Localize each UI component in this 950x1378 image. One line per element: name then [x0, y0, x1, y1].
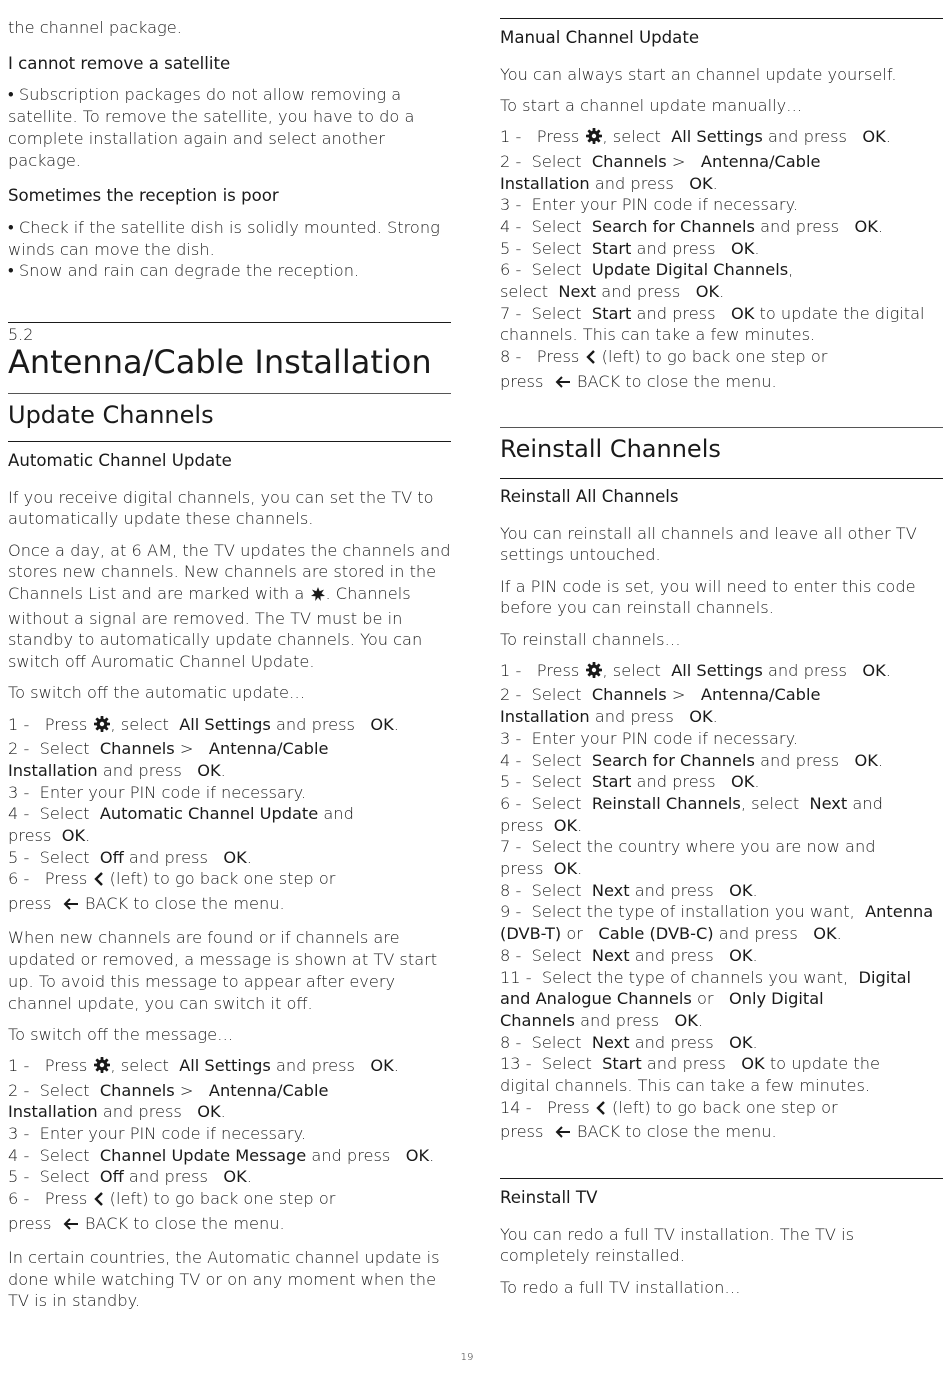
chapter-title: Antenna/Cable Installation — [8, 343, 432, 382]
paragraph — [8, 540, 452, 673]
menu-term: Next — [558, 282, 597, 302]
paragraph: To redo a full TV installation… — [500, 1277, 741, 1297]
text: Select — [531, 750, 582, 770]
text: press — [500, 371, 544, 391]
text: Press — [547, 1097, 590, 1117]
text: select — [751, 793, 800, 813]
text: (left) to go back one step or — [601, 347, 828, 367]
text: select — [120, 714, 169, 734]
key-term: OK — [370, 1055, 394, 1075]
section-title-update-channels: Update Channels — [8, 401, 214, 430]
step-num: 7 - — [500, 837, 522, 857]
back-arrow-icon — [62, 896, 80, 918]
key-term: OK — [729, 1032, 753, 1052]
key-term: OK — [197, 1102, 221, 1122]
text: > — [179, 1080, 194, 1100]
step-cont: press OK. — [500, 859, 583, 879]
step — [8, 868, 452, 893]
key-term: OK — [553, 859, 578, 879]
text: (left) to go back one step or — [109, 869, 336, 889]
step-cont: press OK. — [8, 826, 91, 846]
step-num: 7 - — [500, 303, 522, 323]
text: Press — [44, 1055, 88, 1075]
step — [500, 194, 944, 216]
paragraph: the channel package. — [8, 18, 182, 37]
text: Press — [44, 1189, 88, 1209]
step-cont: Installation and press OK. — [8, 1102, 226, 1122]
step-num: 13 - — [500, 1054, 532, 1074]
gear-icon — [585, 127, 603, 151]
menu-term: Next — [591, 880, 630, 900]
step — [500, 684, 944, 706]
text: and press — [311, 1145, 391, 1165]
menu-term: All Settings — [671, 660, 763, 680]
paragraph: If you receive digital channels, you can set the TV to automatically update these channels. — [8, 487, 434, 529]
step-cont — [500, 371, 944, 396]
text: BACK to close the menu. — [84, 894, 285, 914]
text: BACK to close the menu. — [84, 1213, 285, 1233]
right-column-body — [500, 27, 944, 396]
text: Press — [536, 127, 580, 147]
key-term: OK — [741, 1054, 765, 1074]
text: and press — [767, 127, 847, 147]
step-cont — [8, 1213, 452, 1238]
step-cont: Installation and press OK. — [500, 173, 718, 193]
text: Select — [39, 1080, 90, 1100]
text: . Channels without a signal are removed. The TV must be in standby to automatically update channels. You can switch off Auromatic Channel Update. — [8, 584, 423, 672]
text: and press — [601, 282, 681, 302]
text: and press — [594, 707, 674, 727]
step — [8, 1080, 452, 1102]
menu-term: Antenna — [865, 902, 934, 922]
text: Select — [531, 303, 582, 323]
menu-term: Only Digital — [728, 989, 824, 1009]
menu-term: All Settings — [179, 714, 271, 734]
text: and press — [634, 880, 714, 900]
text: Enter your PIN code if necessary. — [531, 728, 798, 748]
step-cont — [8, 893, 452, 918]
gear-icon — [93, 715, 111, 739]
key-term: OK — [731, 303, 755, 323]
step-num: 4 - — [8, 1145, 30, 1165]
menu-term: Start — [602, 1054, 642, 1074]
step: 5 - Select Start and press OK. — [500, 238, 760, 258]
step-num: 6 - — [500, 793, 522, 813]
key-term: OK — [405, 1145, 430, 1165]
step-num: 9 - — [500, 902, 522, 922]
section-rule — [8, 393, 451, 394]
menu-term: Installation — [500, 707, 590, 727]
text: and press — [275, 1055, 355, 1075]
text: press — [8, 1213, 52, 1233]
step-num: 4 - — [500, 750, 522, 770]
text: or — [566, 924, 583, 944]
menu-term: Next — [591, 945, 630, 965]
text: Select — [531, 1032, 582, 1052]
back-arrow-icon — [554, 374, 572, 396]
menu-term: Automatic Channel Update — [99, 804, 319, 824]
text: Select — [531, 260, 582, 280]
step-num: 8 - — [500, 880, 522, 900]
text: Select — [39, 1145, 90, 1165]
key-term: OK — [854, 750, 878, 770]
menu-term: Start — [591, 238, 632, 258]
step — [8, 738, 452, 760]
menu-term: Update Digital Channels — [591, 260, 789, 280]
text: and press — [102, 1102, 182, 1122]
menu-term: and Analogue Channels — [500, 989, 692, 1009]
menu-term: Installation — [500, 173, 590, 193]
paragraph: When new channels are found or if channels are updated or removed, a message is shown at TV start up. To avoid this message to appear after every channel update, you can switch it off. — [8, 928, 438, 1013]
subsection-rule — [500, 1178, 943, 1179]
step-num: 2 - — [8, 1080, 30, 1100]
text: BACK to close the menu. — [576, 1122, 777, 1142]
step-cont: Channels and press OK. — [500, 1010, 704, 1030]
text: and press — [760, 216, 840, 236]
text: press — [8, 826, 52, 846]
subheading-reinstall-tv: Reinstall TV — [500, 1188, 598, 1207]
step — [500, 836, 944, 858]
step: 4 - Select Search for Channels and press OK. — [500, 750, 884, 770]
text: and press — [636, 303, 716, 323]
text: Select — [39, 847, 90, 867]
text: Select the type of installation you want, — [531, 902, 855, 922]
step-num: 3 - — [500, 728, 522, 748]
key-term: OK — [370, 714, 394, 734]
step-num: 3 - — [500, 195, 522, 215]
key-term: OK — [197, 760, 221, 780]
step-cont: press OK. — [500, 815, 583, 835]
step-num: 5 - — [500, 238, 522, 258]
text: Enter your PIN code if necessary. — [39, 782, 306, 802]
text: Once a day, at 6 AM, the TV updates the channels and stores new channels. New channels are stored in the Channels List and are marked with a — [8, 540, 451, 604]
step — [500, 1053, 944, 1075]
text: Select — [531, 945, 582, 965]
paragraph: You can redo a full TV installation. The TV is completely reinstalled. — [500, 1224, 855, 1266]
key-term: OK — [813, 924, 837, 944]
menu-term: Antenna/Cable — [700, 151, 821, 171]
text: and press — [767, 660, 847, 680]
step: 1 - Press , select All Settings and press OK. — [500, 660, 944, 685]
step-num: 8 - — [500, 347, 522, 367]
menu-term: (DVB-T) — [500, 924, 562, 944]
step-num: 1 - — [8, 714, 30, 734]
step: 6 - Select Reinstall Channels, select Next and — [500, 793, 883, 813]
menu-term: Off — [99, 847, 124, 867]
text: select — [500, 282, 549, 302]
step-num: 4 - — [500, 216, 522, 236]
section-rule — [500, 427, 943, 428]
text: Select — [39, 1167, 90, 1187]
menu-term: Installation — [8, 1102, 98, 1122]
text: Select — [531, 216, 582, 236]
text: Select — [531, 793, 582, 813]
text: and press — [636, 772, 716, 792]
text: select — [612, 660, 661, 680]
key-term: OK — [61, 826, 86, 846]
text: (left) to go back one step or — [109, 1189, 336, 1209]
step-num: 4 - — [8, 804, 30, 824]
text: and press — [128, 1167, 208, 1187]
text: and press — [594, 173, 674, 193]
step-num: 6 - — [8, 1189, 30, 1209]
subheading-remove-satellite: I cannot remove a satellite — [8, 53, 231, 73]
text: > — [179, 739, 194, 759]
text: select — [612, 127, 661, 147]
back-arrow-icon — [62, 1216, 80, 1238]
step-num: 5 - — [500, 772, 522, 792]
text: and press — [718, 924, 798, 944]
bullet: • Snow and rain can degrade the reception. — [8, 261, 360, 281]
step-num: 1 - — [8, 1055, 30, 1075]
key-term: OK — [223, 847, 247, 867]
step-cont: (DVB-T) or Cable (DVB-C) and press OK. — [500, 924, 842, 944]
menu-term: Channels — [500, 1010, 575, 1030]
text: and press — [102, 760, 182, 780]
chevron-left-icon — [585, 349, 597, 371]
step-num: 6 - — [8, 869, 30, 889]
menu-term: Antenna/Cable — [208, 1080, 329, 1100]
reinstall-body — [500, 486, 944, 1146]
step: 5 - Select Off and press OK. — [8, 847, 252, 867]
step-num: 8 - — [500, 1032, 522, 1052]
paragraph: • Subscription packages do not allow removing a satellite. To remove the satellite, you have to do a complete installation again and select another package. — [8, 85, 415, 170]
gear-icon — [93, 1056, 111, 1080]
menu-term: Reinstall Channels — [591, 793, 741, 813]
menu-term: Off — [99, 1167, 124, 1187]
chapter-number: 5.2 — [8, 325, 34, 345]
chapter-rule — [8, 322, 451, 323]
step-cont — [500, 988, 944, 1010]
step — [8, 1123, 452, 1145]
page-number: 19 — [460, 1352, 474, 1363]
key-term: OK — [689, 707, 713, 727]
text: digital channels. This can take a few minutes. — [500, 1076, 871, 1096]
paragraph: If a PIN code is set, you will need to enter this code before you can reinstall channels. — [500, 576, 916, 618]
text: and press — [636, 238, 716, 258]
step: 4 - Select Channel Update Message and press OK. — [8, 1145, 435, 1165]
step — [8, 1188, 452, 1213]
step: 6 - Select Update Digital Channels, — [500, 260, 794, 280]
step-cont: Installation and press OK. — [8, 760, 226, 780]
gear-icon — [585, 661, 603, 685]
menu-term: Next — [809, 793, 848, 813]
menu-term: Digital — [858, 967, 911, 987]
key-term: OK — [223, 1167, 247, 1187]
text: Select — [531, 880, 582, 900]
key-term: OK — [862, 660, 886, 680]
text: and press — [275, 714, 355, 734]
subheading-reception: Sometimes the reception is poor — [8, 186, 279, 206]
text: Select the type of channels you want, — [541, 967, 849, 987]
text: Press — [44, 714, 88, 734]
subsection-rule — [8, 441, 451, 442]
step — [500, 151, 944, 173]
key-term: OK — [731, 238, 755, 258]
text: Select — [531, 685, 582, 705]
back-arrow-icon — [554, 1124, 572, 1146]
menu-term: Channels — [591, 685, 667, 705]
text: press — [500, 1122, 544, 1142]
step-cont: Installation and press OK. — [500, 707, 718, 727]
subheading-reinstall-all: Reinstall All Channels — [500, 487, 679, 506]
step-num: 5 - — [8, 1167, 30, 1187]
paragraph: To start a channel update manually… — [500, 95, 803, 115]
text: press — [500, 859, 544, 879]
text: Select — [39, 804, 90, 824]
chevron-left-icon — [93, 871, 105, 893]
text: Select — [541, 1054, 592, 1074]
paragraph: To switch off the automatic update… — [8, 683, 306, 703]
paragraph: You can always start an channel update yourself. — [500, 64, 897, 84]
step — [8, 782, 452, 804]
step — [500, 901, 944, 923]
step-num: 2 - — [500, 685, 522, 705]
text: and press — [128, 847, 208, 867]
section-title-reinstall-channels: Reinstall Channels — [500, 435, 721, 463]
text: Press — [44, 869, 88, 889]
key-term: OK — [695, 282, 720, 302]
text: and press — [646, 1054, 726, 1074]
text: Select — [531, 151, 582, 171]
text: and press — [760, 750, 840, 770]
step: 1 - Press , select All Settings and press OK. — [8, 714, 452, 739]
step — [500, 346, 944, 371]
menu-term: Installation — [8, 760, 98, 780]
menu-term: Channel Update Message — [99, 1145, 307, 1165]
text: press — [500, 815, 544, 835]
text: BACK to close the menu. — [576, 371, 777, 391]
text: and — [852, 793, 883, 813]
menu-term: Cable (DVB-C) — [598, 924, 714, 944]
step: 1 - Press , select All Settings and press OK. — [8, 1055, 452, 1080]
menu-term: Channels — [99, 739, 175, 759]
step-num: 5 - — [8, 847, 30, 867]
text: to update the — [769, 1054, 880, 1074]
text: and — [323, 804, 354, 824]
star-burst-icon — [310, 586, 326, 608]
step — [500, 967, 944, 989]
step: 8 - Select Next and press OK. — [500, 880, 758, 900]
text: > — [671, 685, 686, 705]
text: Select — [39, 739, 90, 759]
menu-term: Channels — [591, 151, 667, 171]
menu-term: Search for Channels — [591, 750, 755, 770]
steps-auto-off — [8, 714, 452, 918]
key-term: OK — [553, 815, 578, 835]
step: 4 - Select Search for Channels and press OK. — [500, 216, 884, 236]
step — [500, 728, 944, 750]
text: Press — [536, 660, 580, 680]
key-term: OK — [674, 1010, 698, 1030]
step-num: 14 - — [500, 1097, 532, 1117]
menu-term: Channels — [99, 1080, 175, 1100]
step-num: 1 - — [500, 660, 522, 680]
text: Select the country where you are now and — [531, 837, 876, 857]
text: and press — [634, 945, 714, 965]
paragraph: To switch off the message… — [8, 1024, 234, 1044]
paragraph: You can reinstall all channels and leave all other TV settings untouched. — [500, 523, 917, 565]
text: Select — [531, 772, 582, 792]
key-term: OK — [862, 127, 886, 147]
subsection-rule — [500, 478, 943, 479]
step-num: 2 - — [8, 739, 30, 759]
key-term: OK — [731, 772, 755, 792]
steps-message-off — [8, 1055, 452, 1238]
menu-term: Next — [591, 1032, 630, 1052]
step — [8, 803, 452, 825]
step-num: 8 - — [500, 945, 522, 965]
subsection-rule — [500, 18, 943, 19]
step — [500, 1097, 944, 1122]
text: to update the digital channels. This can take a few minutes. — [500, 303, 925, 345]
bullet: • Check if the satellite dish is solidly mounted. Strong winds can move the dish. — [8, 217, 440, 259]
reinstall-tv-body — [500, 1187, 944, 1308]
text: Press — [536, 347, 580, 367]
text: Enter your PIN code if necessary. — [531, 195, 798, 215]
menu-term: Start — [591, 303, 632, 323]
paragraph: To reinstall channels… — [500, 629, 681, 649]
text: Enter your PIN code if necessary. — [39, 1124, 306, 1144]
text: and press — [580, 1010, 660, 1030]
steps-manual-update — [500, 126, 944, 395]
step: 8 - Select Next and press OK. — [500, 1032, 758, 1052]
step: 8 - Select Next and press OK. — [500, 945, 758, 965]
subheading-automatic-update: Automatic Channel Update — [8, 451, 232, 471]
menu-term: Start — [591, 772, 632, 792]
subheading-manual-update: Manual Channel Update — [500, 28, 700, 47]
step-num: 11 - — [500, 967, 532, 987]
step-cont — [500, 1075, 944, 1097]
chevron-left-icon — [93, 1191, 105, 1213]
key-term: OK — [729, 880, 753, 900]
step — [500, 303, 944, 346]
step: 1 - Press , select All Settings and press OK. — [500, 126, 944, 151]
key-term: OK — [729, 945, 753, 965]
step-num: 3 - — [8, 782, 30, 802]
text: (left) to go back one step or — [611, 1097, 838, 1117]
step: 5 - Select Off and press OK. — [8, 1167, 252, 1187]
menu-term: All Settings — [671, 127, 763, 147]
menu-term: Antenna/Cable — [700, 685, 821, 705]
step-cont: select Next and press OK. — [500, 282, 725, 302]
step-cont — [500, 1121, 944, 1146]
text: and press — [634, 1032, 714, 1052]
left-column-body — [8, 17, 452, 1322]
step-num: 2 - — [500, 151, 522, 171]
chevron-left-icon — [595, 1100, 607, 1122]
key-term: OK — [689, 173, 713, 193]
step-num: 3 - — [8, 1124, 30, 1144]
step-num: 6 - — [500, 260, 522, 280]
key-term: OK — [854, 216, 878, 236]
text: Select — [531, 238, 582, 258]
menu-term: All Settings — [179, 1055, 271, 1075]
step-num: 1 - — [500, 127, 522, 147]
menu-term: Antenna/Cable — [208, 739, 329, 759]
paragraph: In certain countries, the Automatic channel update is done while watching TV or on any moment when the TV is in standby. — [8, 1248, 440, 1311]
steps-reinstall — [500, 660, 944, 1146]
text: or — [696, 989, 714, 1009]
text: > — [671, 151, 686, 171]
text: select — [120, 1055, 169, 1075]
step: 5 - Select Start and press OK. — [500, 772, 760, 792]
menu-term: Search for Channels — [591, 216, 755, 236]
text: press — [8, 894, 52, 914]
